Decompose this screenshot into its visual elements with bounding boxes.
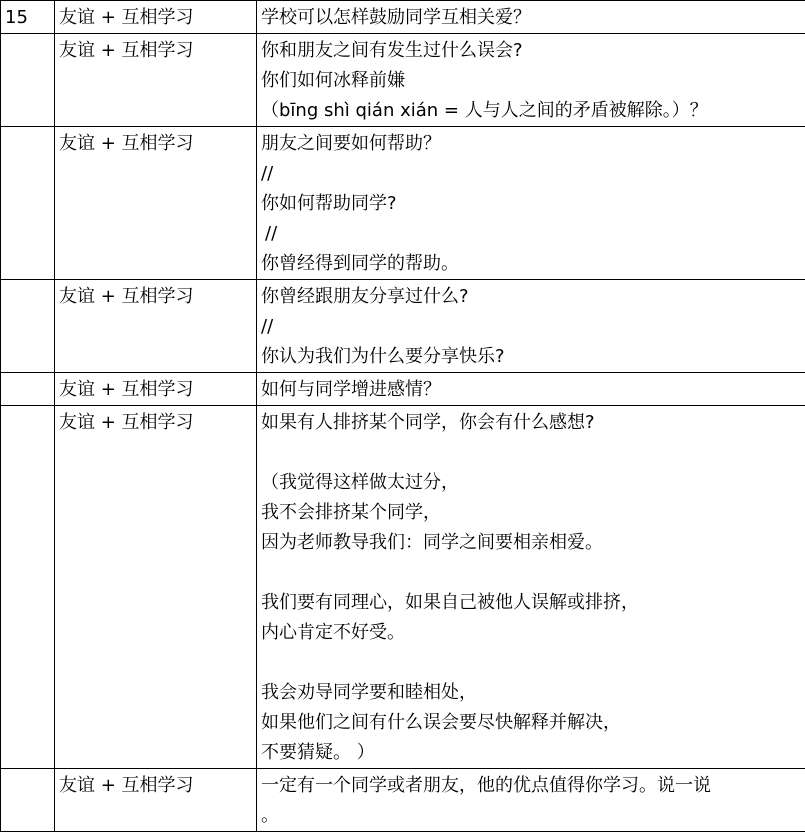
row-number-cell [1,280,55,373]
question-line: 你曾经得到同学的帮助。 [261,249,805,279]
blank-line [261,438,805,468]
question-line: 如果有人排挤某个同学，你会有什么感想? [261,408,805,438]
answer-line: 不要猜疑。 ） [261,738,805,768]
row-number-cell [1,769,55,832]
question-cell [257,280,805,373]
question-line: 你认为我们为什么要分享快乐? [261,342,805,372]
answer-line: （我觉得这样做太过分， [261,468,805,498]
question-cell [257,406,805,769]
question-line: 一定有一个同学或者朋友，他的优点值得你学习。说一说 [261,771,805,801]
table-row [1,280,805,373]
blank-line [261,648,805,678]
answer-line: 内心肯定不好受。 [261,618,805,648]
question-line: 你们如何冰释前嫌 [261,66,805,96]
question-cell [257,373,805,406]
table-row [1,127,805,280]
topic-cell: 友谊 + 互相学习 [55,373,257,406]
separator-mark: // [261,159,805,189]
row-number-cell: 15 [1,1,55,34]
separator-mark: // [261,219,805,249]
answer-line: 如果他们之间有什么误会要尽快解释并解决， [261,708,805,738]
answer-line: 我不会排挤某个同学， [261,498,805,528]
row-number-cell [1,127,55,280]
question-line: 你如何帮助同学? [261,189,805,219]
topic-cell: 友谊 + 互相学习 [55,280,257,373]
table-row [1,34,805,127]
question-line: 你曾经跟朋友分享过什么? [261,282,805,312]
question-cell [257,127,805,280]
question-cell [257,34,805,127]
topic-cell: 友谊 + 互相学习 [55,1,257,34]
question-line: 你和朋友之间有发生过什么误会? [261,36,805,66]
question-line: 学校可以怎样鼓励同学互相关爱？ [261,3,805,33]
table-row [1,1,805,34]
question-line: 。 [261,801,805,831]
question-line: 如何与同学增进感情？ [261,375,805,405]
table-row [1,769,805,832]
question-cell [257,1,805,34]
table-row [1,406,805,769]
row-number-cell [1,406,55,769]
topic-cell: 友谊 + 互相学习 [55,406,257,769]
topic-cell: 友谊 + 互相学习 [55,127,257,280]
answer-line: 我会劝导同学要和睦相处， [261,678,805,708]
answer-line: 我们要有同理心，如果自己被他人误解或排挤， [261,588,805,618]
blank-line [261,558,805,588]
topic-cell: 友谊 + 互相学习 [55,769,257,832]
table-row [1,373,805,406]
separator-mark: // [261,312,805,342]
question-cell [257,769,805,832]
topic-cell: 友谊 + 互相学习 [55,34,257,127]
row-number-cell [1,34,55,127]
question-line: 朋友之间要如何帮助？ [261,129,805,159]
row-number-cell [1,373,55,406]
answer-line: 因为老师教导我们：同学之间要相亲相爱。 [261,528,805,558]
question-line: （bīng shì qián xián = 人与人之间的矛盾被解除。）？ [261,96,805,126]
